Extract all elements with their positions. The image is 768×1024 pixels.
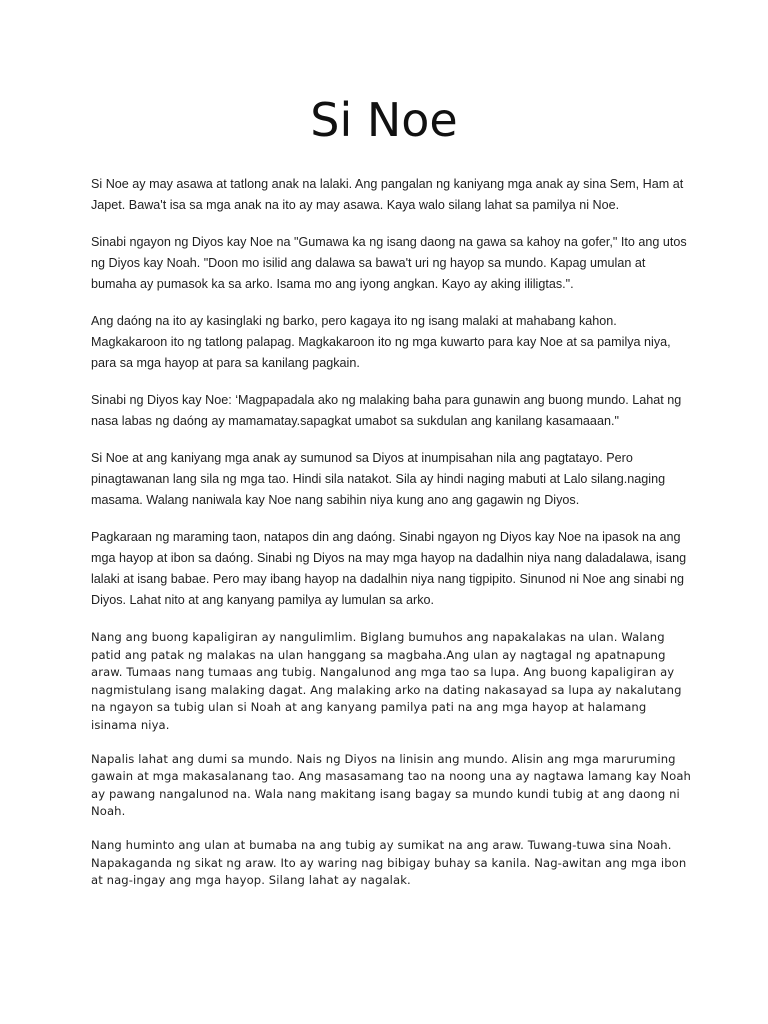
page-title: Si Noe: [310, 93, 458, 147]
paragraph-2: Sinabi ngayon ng Diyos kay Noe na "Gumawa ka ng isang daong na gawa sa kahoy na gofer," Ito ang utos ng Diyos kay Noah. "Doon mo isilid ang dalawa sa bawa't uri ng hayop sa mundo. Kapag umulan at bumaha ay pumasok ka sa arko. Isama mo ang iyong angkan. Kayo ay aking ililigtas.".: [91, 235, 687, 291]
paragraph-6: Pagkaraan ng maraming taon, natapos din ang daóng. Sinabi ngayon ng Diyos kay Noe na ipasok na ang mga hayop at ibon sa daóng. Sinabi ng Diyos na may mga hayop na dadalhin niya nang daladalawa, isang lalaki at isang babae. Pero may ibang hayop na dadalhin niya nang tigpipito. Sinunod ni Noe ang sinabi ng Diyos. Lahat nito at ang kanyang pamilya ay lumulan sa arko.: [91, 530, 687, 607]
paragraph-8: Napalis lahat ang dumi sa mundo. Nais ng Diyos na linisin ang mundo. Alisin ang mga maruruming gawain at mga makasalanang tao. Ang masasamang tao na noong una ay nagtawa lamang kay Noah ay pawang nangalunod na. Wala nang makitang isang bagay sa mundo kundi tubig at ang daong ni Noah.: [91, 751, 691, 819]
document-body: [91, 174, 691, 906]
paragraph-1: Si Noe ay may asawa at tatlong anak na lalaki. Ang pangalan ng kaniyang mga anak ay sina Sem, Ham at Japet. Bawa't isa sa mga anak na ito ay may asawa. Kaya walo silang lahat sa pamilya ni Noe.: [91, 177, 684, 212]
paragraph-4: Sinabi ng Diyos kay Noe: ‘Magpapadala ako ng malaking baha para gunawin ang buong mundo. Lahat ng nasa labas ng daóng ay mamamatay.sapagkat umabot sa sukdulan ang kanilang kasamaaan.": [91, 393, 682, 428]
paragraph-5: Si Noe at ang kaniyang mga anak ay sumunod sa Diyos at inumpisahan nila ang pagtatayo. Pero pinagtawanan lang sila ng mga tao. Hindi sila natakot. Sila ay hindi naging mabuti at Lalo silang.naging masama. Walang naniwala kay Noe nang sabihin niya kung ano ang gagawin ng Diyos.: [91, 451, 666, 507]
paragraph-7: Nang ang buong kapaligiran ay nangulimlim. Biglang bumuhos ang napakalakas na ulan. Walang patid ang patak ng malakas na ulan hanggang sa magbaha.Ang ulan ay nagtagal ng apatnapung araw. Tumaas nang tumaas ang tubig. Nangalunod ang mga tao sa lupa. Ang buong kapaligiran ay nagmistulang isang malaking dagat. Ang malaking arko na dating nakasayad sa lupa ay nakalutang na ngayon sa tubig ulan si Noah at ang kanyang pamilya pati na ang mga hayop at halamang isinama niya.: [91, 630, 682, 732]
paragraph-3: Ang daóng na ito ay kasinglaki ng barko, pero kagaya ito ng isang malaki at mahabang kahon. Magkakaroon ito ng tatlong palapag. Magkakaroon ito ng mga kuwarto para kay Noe at sa pamilya niya, para sa mga hayop at para sa kanilang pagkain.: [91, 314, 671, 370]
paragraph-9: Nang huminto ang ulan at bumaba na ang tubig ay sumikat na ang araw. Tuwang-tuwa sina Noah. Napakaganda ng sikat ng araw. Ito ay waring nag bibigay buhay sa kanila. Nag-awitan ang mga ibon at nag-ingay ang mga hayop. Silang lahat ay nagalak.: [91, 837, 687, 888]
